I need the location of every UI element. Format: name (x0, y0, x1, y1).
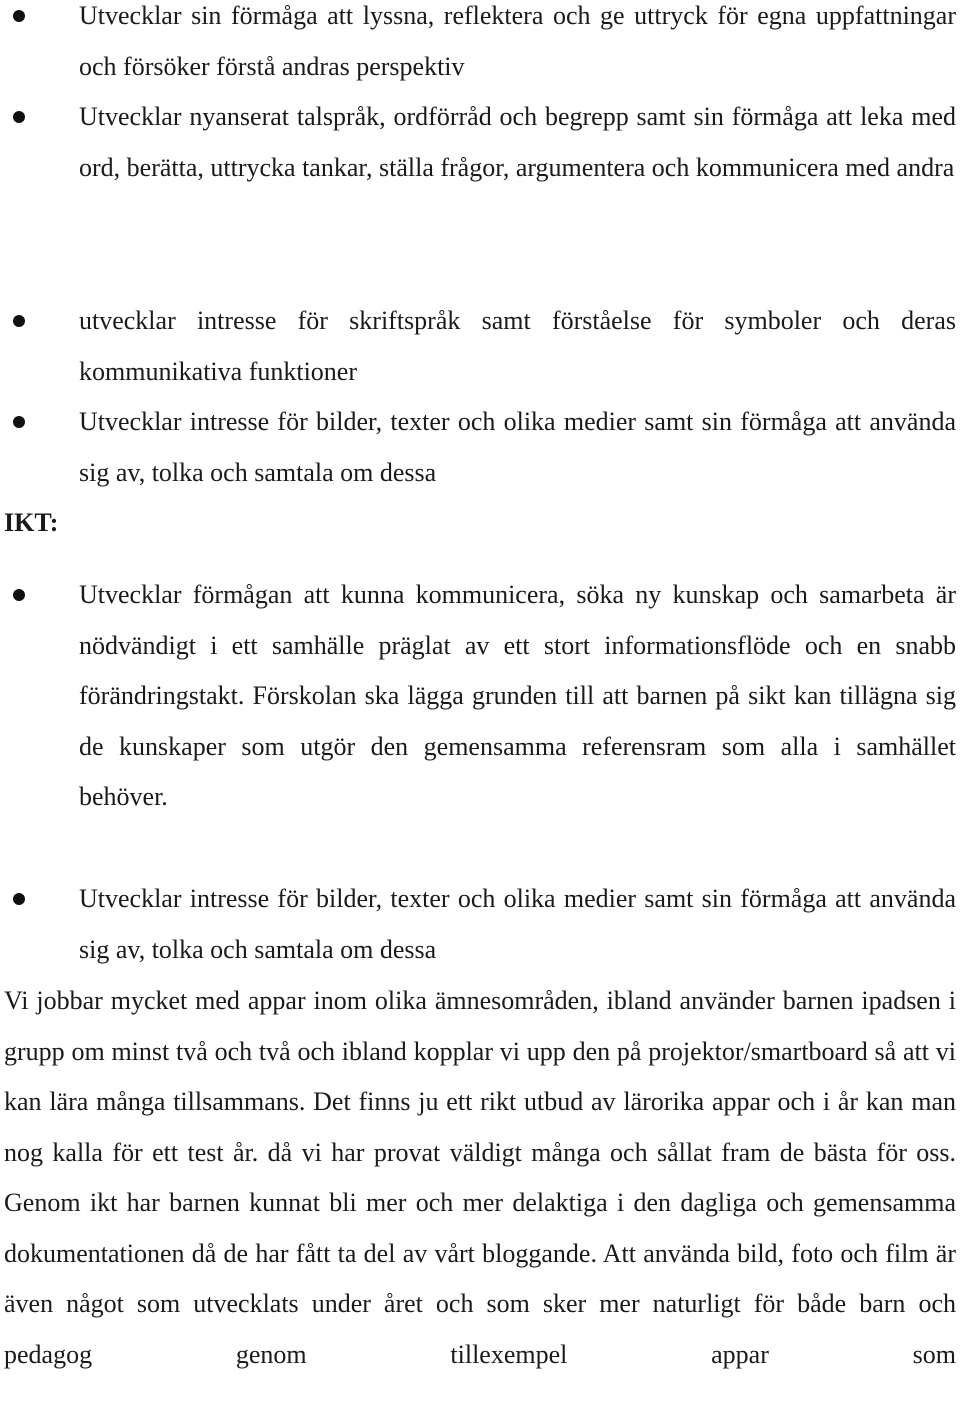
section-heading-ikt: IKT: (4, 508, 59, 537)
bullet-text: Utvecklar intresse för bilder, texter och olika medier samt sin förmåga att använda sig av, tolka och samtala om dessa (79, 407, 956, 487)
bullet-text: utvecklar intresse för skriftspråk samt förståelse för symboler och deras kommunikativa funktioner (79, 306, 956, 386)
bullet-dot-icon (13, 589, 25, 601)
list-item (79, 296, 956, 397)
list-item (79, 0, 956, 92)
list-item (79, 92, 956, 193)
bullet-dot-icon (13, 315, 25, 327)
bullet-text: Utvecklar nyanserat talspråk, ordförråd och begrepp samt sin förmåga att leka med ord, berätta, uttrycka tankar, ställa frågor, argumentera och kommunicera med andra (79, 102, 956, 182)
list-item (79, 397, 956, 498)
bullet-text: Utvecklar sin förmåga att lyssna, reflektera och ge uttryck för egna uppfattningar och försöker förstå andras perspektiv (79, 1, 956, 81)
bullet-dot-icon (13, 416, 25, 428)
list-item (79, 570, 956, 823)
bullet-text: Utvecklar förmågan att kunna kommunicera, söka ny kunskap och samarbeta är nödvändigt i ett samhälle präglat av ett stort informationsflöde och en snabb förändringstakt. Förskolan ska lägga grunden till att barnen på sikt kan tillägna sig de kunskaper som utgör den gemensamma referensram som alla i samhället behöver. (79, 580, 956, 811)
list-item (79, 874, 956, 975)
body-paragraph: Vi jobbar mycket med appar inom olika ämnesområden, ibland använder barnen ipadsen i grupp om minst två och två och ibland kopplar vi upp den på projektor/smartboard så att vi kan lära många tillsammans. Det finns ju ett rikt utbud av lärorika appar och i år kan man nog kalla för ett test år. då vi har provat väldigt många och sållat fram de bästa för oss. Genom ikt har barnen kunnat bli mer och mer delaktiga i den dagliga och gemensamma dokumentationen då de har fått ta del av vårt bloggande. Att använda bild, foto och film är även något som utvecklats under året och som sker mer naturligt för både barn och pedagog genom tillexempel appar som (4, 986, 956, 1369)
bullet-dot-icon (13, 10, 25, 22)
bullet-dot-icon (13, 893, 25, 905)
bullet-text: Utvecklar intresse för bilder, texter och olika medier samt sin förmåga att använda sig av, tolka och samtala om dessa (79, 884, 956, 964)
bullet-dot-icon (13, 111, 25, 123)
